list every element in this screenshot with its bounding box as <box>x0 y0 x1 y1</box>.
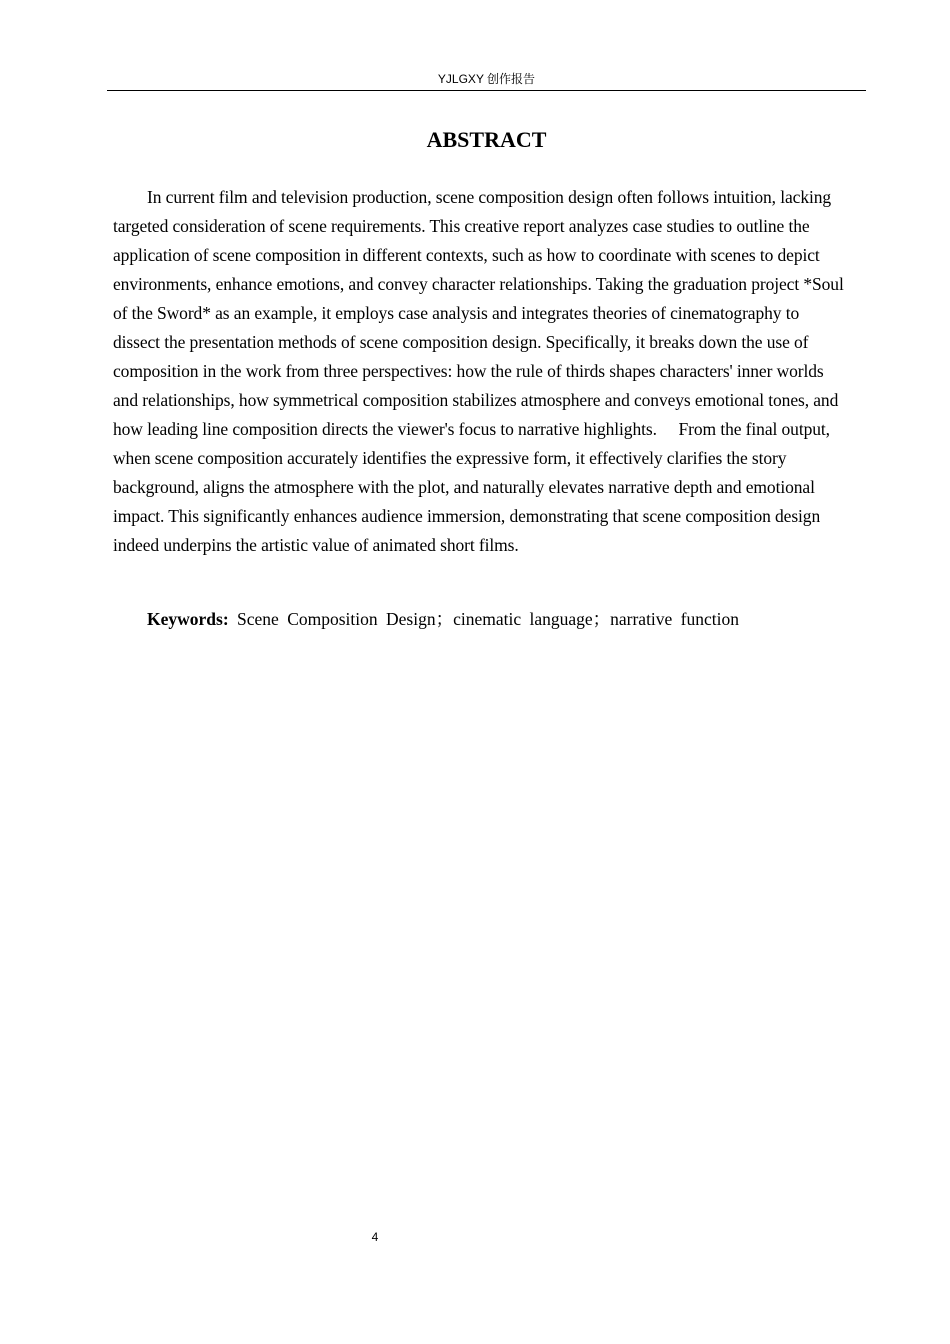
page-number: 4 <box>371 1230 379 1244</box>
abstract-title: ABSTRACT <box>426 127 547 152</box>
keywords-line <box>113 605 850 634</box>
abstract-body: In current film and television production, scene composition design often follows intuition, lacking targeted consideration of scene requirements. This creative report analyzes case studies to outline the application of scene composition in different contexts, such as how to coordinate with scenes to depict environments, enhance emotions, and convey character relationships. Taking the graduation project *Soul of the Sword* as an example, it employs case analysis and integrates theories of cinematography to dissect the presentation methods of scene composition design. Specifically, it breaks down the use of composition in the work from three perspectives: how the rule of thirds shapes characters' inner worlds and relationships, how symmetrical composition stabilizes atmosphere and conveys emotional tones, and how leading line composition directs the viewer's focus to narrative highlights. From the final output, when scene composition accurately identifies the expressive form, it effectively clarifies the story background, aligns the atmosphere with the plot, and naturally elevates narrative depth and emotional impact. This significantly enhances audience immersion, demonstrating that scene composition design indeed underpins the artistic value of animated short films. <box>113 187 844 555</box>
page-header <box>107 70 866 91</box>
header-text: YJLGXY 创作报告 <box>437 72 536 86</box>
keywords-label: Keywords: <box>147 609 229 629</box>
keywords-text: Scene Composition Design；cinematic language；narrative function <box>237 609 740 629</box>
